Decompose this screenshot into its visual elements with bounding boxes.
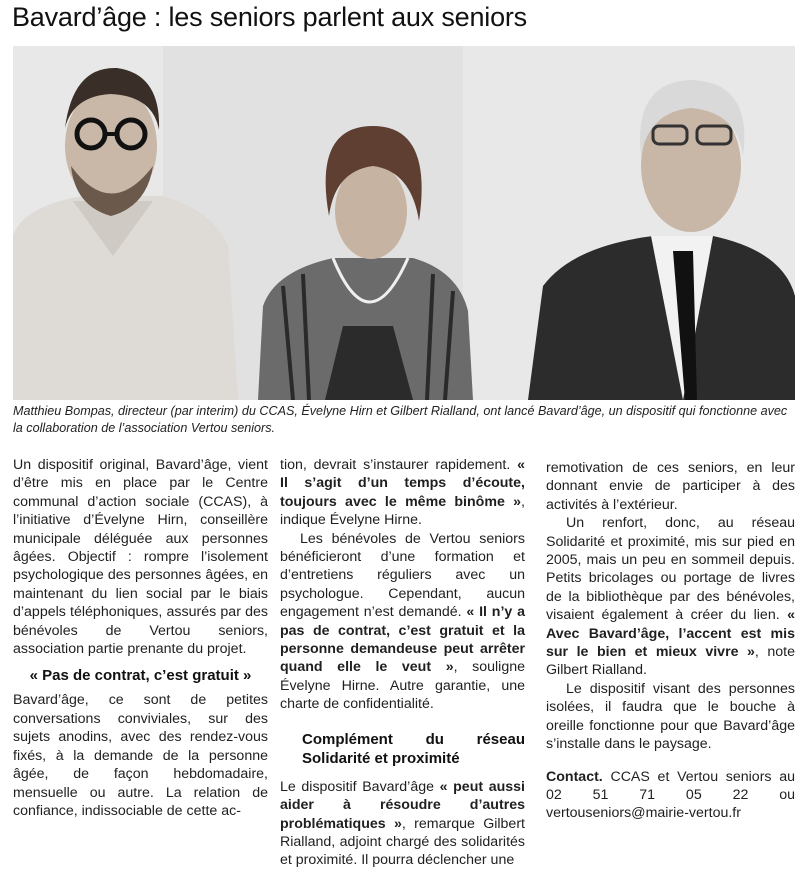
- photo-illustration: [13, 46, 795, 400]
- quote: « Il n’y a pas de contrat, c’est gratuit et la personne demandeuse peut arrêter quand elle le veut »: [280, 604, 525, 676]
- paragraph: [280, 778, 525, 870]
- contact-text: CCAS et Vertou seniors au 02 51 71 05 22 ou vertouseniors@mairie-vertou.fr: [546, 768, 795, 822]
- text-run: Les bénévoles de Vertou seniors bénéficieront d’une formation et d’entretiens réguliers avec un psychologue. Cependant, aucun engagement n’est demandé.: [280, 530, 525, 621]
- photo-caption: Matthieu Bompas, directeur (par interim) du CCAS, Évelyne Hirn et Gilbert Rialland, ont lancé Bavard’âge, un dispositif qui fonctionne avec la collaboration de l’association Vertou seniors.: [13, 404, 788, 435]
- subheading: « Pas de contrat, c’est gratuit »: [29, 667, 252, 685]
- paragraph: remotivation de ces seniors, en leur donnant envie de participer à des activités à l’extérieur.: [546, 460, 795, 513]
- text-run: tion, devrait s’instaurer rapidement.: [280, 457, 518, 473]
- paragraph: [280, 456, 525, 530]
- contact-label: Contact.: [546, 768, 603, 785]
- contact-paragraph: [546, 768, 795, 823]
- paragraph: Bavard’âge, ce sont de petites conversations conviviales, sur des sujets anodins, avec des rendez-vous fixés, à la demande de la personne âgée, de façon hebdomadaire, mensuelle ou autre. La relation de confiance, indissociable de cette ac-: [13, 692, 268, 819]
- spacer: [546, 754, 795, 768]
- article-column-2: [280, 456, 525, 870]
- text-run: , note Gilbert Rialland.: [546, 644, 795, 679]
- text-run: Le dispositif Bavard’âge: [280, 778, 440, 795]
- paragraph: [280, 530, 525, 714]
- subheading: Complément du réseau Solidarité et proximité: [302, 730, 525, 767]
- text-run: , remarque Gilbert Rialland, adjoint chargé des solidarités et proximité. Il pourra déclencher une: [280, 815, 525, 869]
- article-column-1: [13, 456, 268, 820]
- text-run: , souligne Évelyne Hirne. Autre garantie, une charte de confidentialité.: [280, 659, 526, 713]
- quote: « Il s’agit d’un temps d’écoute, toujours avec le même binôme »: [280, 457, 525, 510]
- article-photo: [13, 46, 795, 400]
- paragraph: [546, 514, 795, 680]
- quote: « Avec Bavard’âge, l’accent est mis sur le bien et mieux vivre »: [546, 607, 795, 661]
- quote: « peut aussi aider à résoudre d’autres problématiques »: [280, 778, 525, 832]
- text-run: Un renfort, donc, au réseau Solidarité et proximité, mis sur pied en 2005, mais un peu en sommeil depuis. Petits bricolages ou portage de livres de la bibliothèque par des bénévoles, visaient également à créer du lien.: [546, 515, 795, 624]
- paragraph: Le dispositif visant des personnes isolées, il faudra que le bouche à oreille fonctionne pour que Bavard’âge s’installe dans le paysage.: [546, 680, 795, 753]
- paragraph: Un dispositif original, Bavard’âge, vient d’être mis en place par le Centre communal d’action sociale (CCAS), à l’initiative d’Évelyne Hirn, conseillère municipale déléguée aux personnes âgées. Objectif : rompre l’isolement psychologique des personnes âgées, en maintenant du lien social par le biais d’appels téléphoniques, assurés par des bénévoles de Vertou seniors, association partie prenante du projet.: [13, 457, 268, 658]
- text-run: , indique Évelyne Hirne.: [280, 493, 525, 529]
- article-headline: Bavard’âge : les seniors parlent aux seniors: [12, 2, 527, 32]
- article-column-3: [546, 459, 795, 823]
